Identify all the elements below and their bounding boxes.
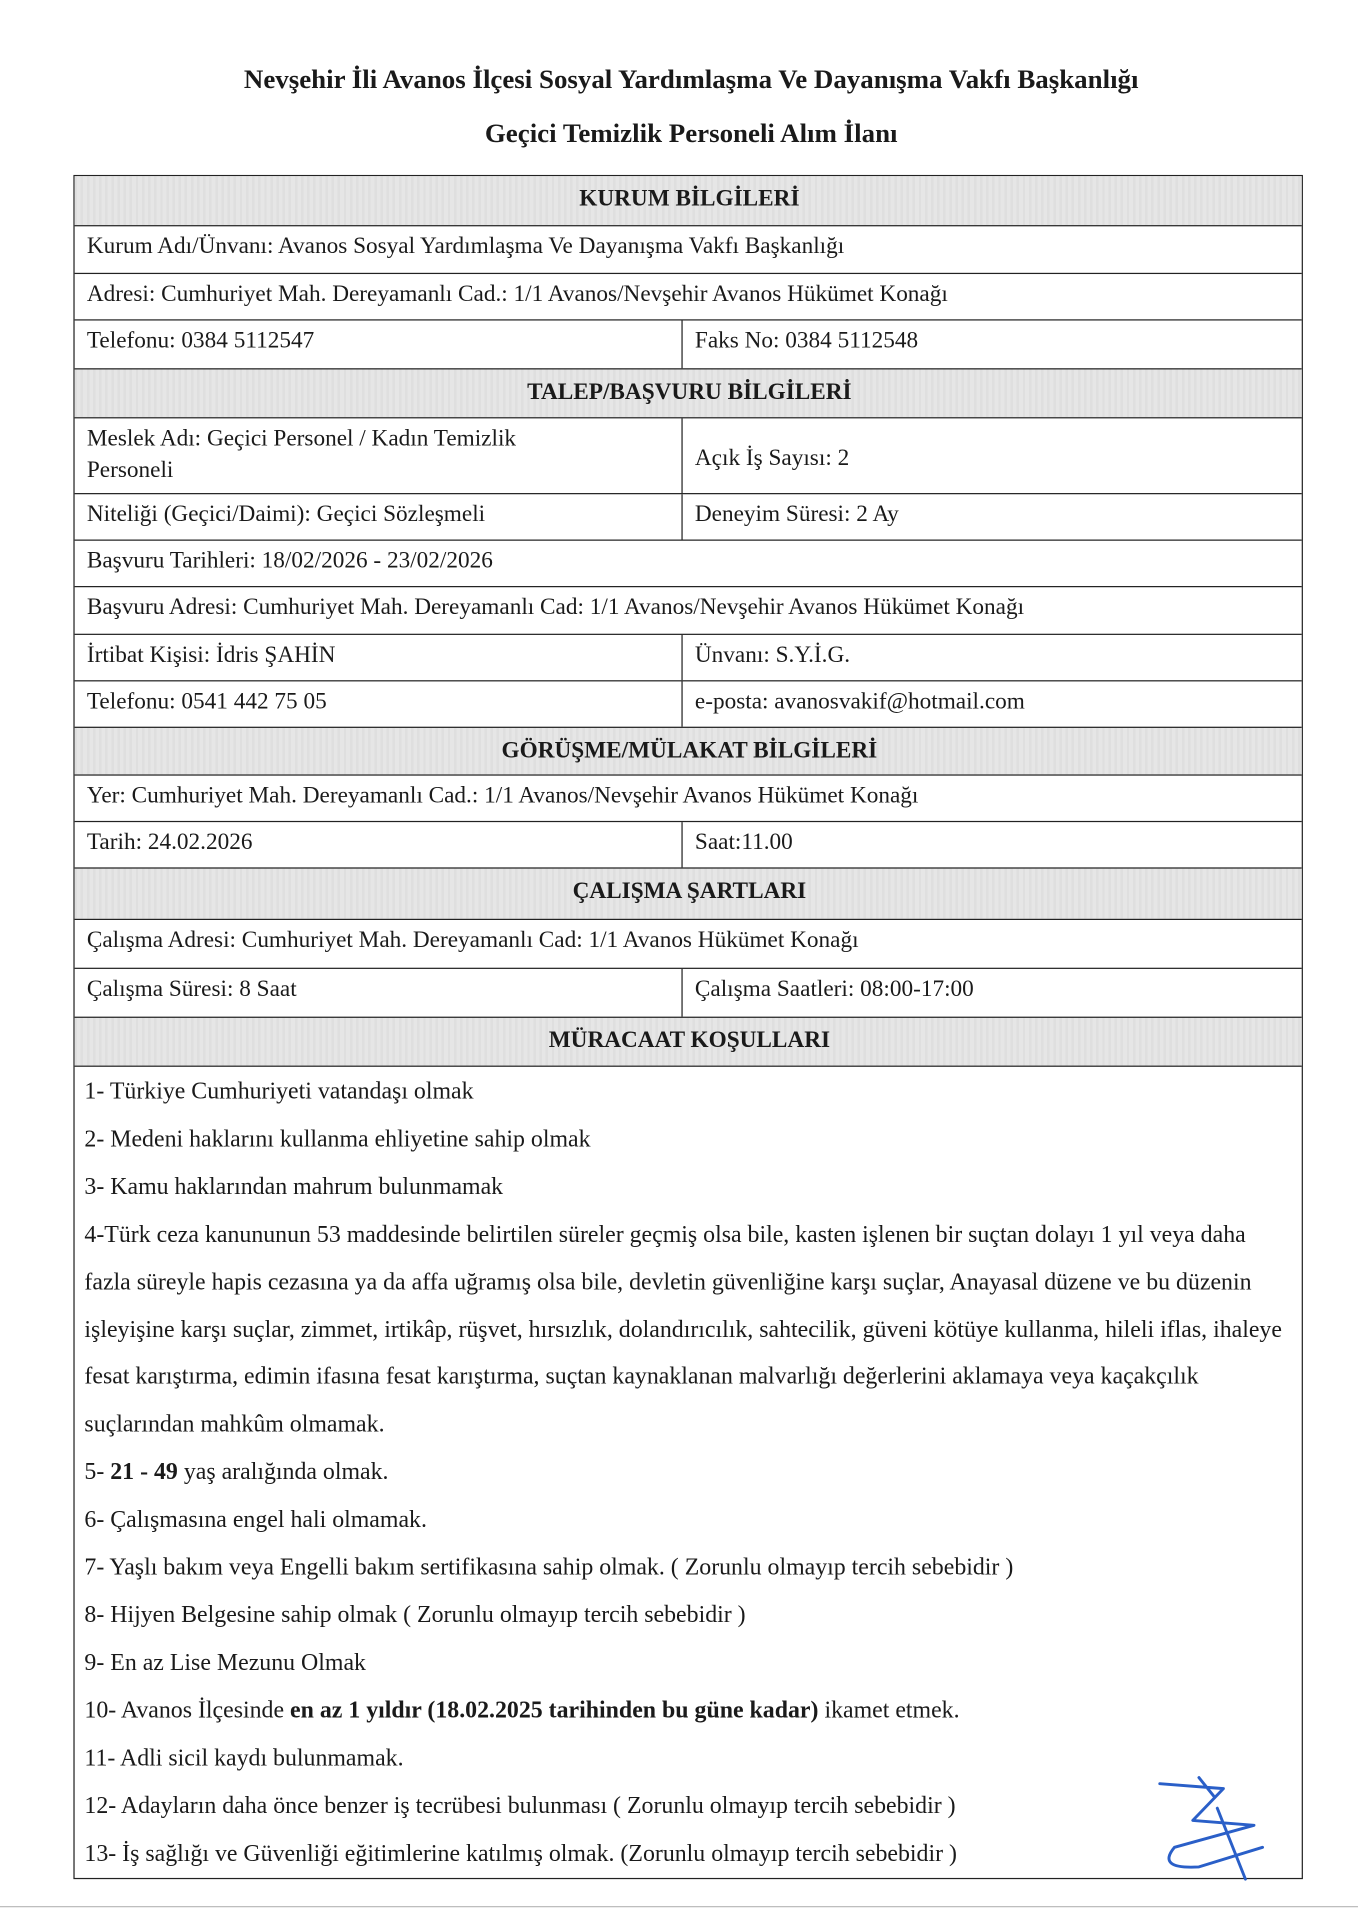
requirement-text: 4-Türk ceza kanununun 53 maddesinde belirtilen süreler geçmiş olsa bile, kasten işlenen bir suçtan dolayı 1 yıl veya daha fazla süreyle hapis cezasına ya da affa uğramış olsa bile, devletin güvenliğine karşı suçlar, Anayasal düzene ve bu düzenin işleyişine karşı suçlar, zimmet, irtikâp, rüşvet, hırsızlık, dolandırıcılık, sahtecilik, güveni kötüye kullanma, hileli iflas, ihaleye fesat karıştırma, edimin ifasına fesat karıştırma, suçtan kaynaklanan malvarlığı değerlerini aklamaya veya kaçakçılık suçlarından mahkûm olmamak. xyxy=(84,1221,1282,1438)
signature-stroke xyxy=(1160,1778,1263,1880)
kurum-address: Adresi: Cumhuriyet Mah. Dereyamanlı Cad.: 1/1 Avanos/Nevşehir Avanos Hükümet Konağı xyxy=(86,281,948,308)
interview-date: Tarih: 24.02.2026 xyxy=(75,822,683,867)
requirement-item xyxy=(84,1593,1291,1641)
requirement-text: 5- xyxy=(84,1459,111,1486)
requirement-item xyxy=(84,1736,1291,1784)
section-title: ÇALIŞMA ŞARTLARI xyxy=(572,878,807,905)
section-title: MÜRACAAT KOŞULLARI xyxy=(548,1027,831,1054)
contact-person: İrtibat Kişisi: İdris ŞAHİN xyxy=(75,635,683,680)
interview-time: Saat:11.00 xyxy=(694,829,793,856)
contact-phone: Telefonu: 0541 442 75 05 xyxy=(75,681,683,726)
section-header-kurum xyxy=(75,176,1302,225)
kurum-fax: Faks No: 0384 5112548 xyxy=(694,327,919,354)
requirement-text: 11- Adli sicil kaydı bulunmamak. xyxy=(84,1745,404,1772)
signature xyxy=(1150,1771,1272,1884)
section-header-calisma xyxy=(75,867,1302,918)
work-hours: Çalışma Saatleri: 08:00-17:00 xyxy=(694,976,974,1002)
requirement-item xyxy=(84,1164,1291,1212)
requirement-text: 7- Yaşlı bakım veya Engelli bakım sertifikasına sahip olmak. ( Zorunlu olmayıp tercih sebebidir ) xyxy=(84,1555,1014,1581)
requirement-text: 13- İş sağlığı ve Güvenliği eğitimlerine katılmış olmak. (Zorunlu olmayıp tercih sebebidir ) xyxy=(84,1840,957,1867)
requirement-item xyxy=(84,1783,1291,1831)
requirement-item xyxy=(84,1450,1291,1498)
work-address: Çalışma Adresi: Cumhuriyet Mah. Dereyamanlı Cad: 1/1 Avanos Hükümet Konağı xyxy=(86,927,859,954)
kurum-phone: Telefonu: 0384 5112547 xyxy=(75,321,683,369)
requirement-text: 9- En az Lise Mezunu Olmak xyxy=(84,1650,366,1676)
application-address: Başvuru Adresi: Cumhuriyet Mah. Dereyamanlı Cad: 1/1 Avanos/Nevşehir Avanos Hükümet Konağı xyxy=(86,594,1025,621)
requirement-text: 3- Kamu haklarından mahrum bulunmamak xyxy=(84,1174,504,1200)
requirement-item xyxy=(84,1212,1291,1450)
kurum-name: Kurum Adı/Ünvanı: Avanos Sosyal Yardımlaşma Ve Dayanışma Vakfı Başkanlığı xyxy=(86,233,845,260)
application-dates: Başvuru Tarihleri: 18/02/2026 - 23/02/2026 xyxy=(86,548,493,574)
contact-title: Ünvanı: S.Y.İ.G. xyxy=(694,642,851,668)
requirement-text-bold: 21 - 49 xyxy=(110,1459,178,1486)
section-header-talep xyxy=(75,368,1302,417)
requirement-text-bold: en az 1 yıldır (18.02.2025 tarihinden bu güne kadar) xyxy=(290,1697,819,1724)
requirement-text: ikamet etmek. xyxy=(818,1697,960,1724)
nature: Niteliği (Geçici/Daimi): Geçici Sözleşmeli xyxy=(75,494,683,539)
requirement-item xyxy=(84,1545,1291,1593)
requirement-text: 6- Çalışmasına engel hali olmamak. xyxy=(84,1507,427,1534)
requirement-item xyxy=(84,1640,1291,1688)
contact-email[interactable]: e-posta: avanosvakif@hotmail.com xyxy=(694,688,1025,715)
requirement-item xyxy=(84,1831,1291,1879)
requirement-item xyxy=(84,1069,1291,1117)
requirement-item xyxy=(84,1498,1291,1546)
section-title: GÖRÜŞME/MÜLAKAT BİLGİLERİ xyxy=(501,737,878,764)
section-title: KURUM BİLGİLERİ xyxy=(579,185,800,212)
document-title: Nevşehir İli Avanos İlçesi Sosyal Yardımlaşma Ve Dayanışma Vakfı Başkanlığı xyxy=(243,63,1139,95)
announcement-table xyxy=(73,175,1303,1880)
requirement-item xyxy=(84,1688,1291,1736)
document-subtitle: Geçici Temizlik Personeli Alım İlanı xyxy=(484,117,898,149)
requirement-text: yaş aralığında olmak. xyxy=(177,1459,389,1486)
experience: Deneyim Süresi: 2 Ay xyxy=(694,501,899,528)
interview-place: Yer: Cumhuriyet Mah. Dereyamanlı Cad.: 1/1 Avanos/Nevşehir Avanos Hükümet Konağı xyxy=(86,782,919,809)
open-positions: Açık İş Sayısı: 2 xyxy=(694,444,850,471)
section-title: TALEP/BAŞVURU BİLGİLERİ xyxy=(527,379,852,405)
requirement-text: 2- Medeni haklarını kullanma ehliyetine sahip olmak xyxy=(84,1126,591,1153)
section-header-muracaat xyxy=(75,1017,1302,1066)
section-header-gorusme xyxy=(75,727,1302,775)
requirement-text: 8- Hijyen Belgesine sahip olmak ( Zorunlu olmayıp tercih sebebidir ) xyxy=(84,1602,746,1629)
requirement-text: 1- Türkiye Cumhuriyeti vatandaşı olmak xyxy=(84,1079,474,1105)
page-edge-line xyxy=(0,1906,1358,1907)
work-duration: Çalışma Süresi: 8 Saat xyxy=(75,969,683,1017)
occupation: Meslek Adı: Geçici Personel / Kadın Temizlik Personeli xyxy=(75,418,683,493)
requirement-item xyxy=(84,1117,1291,1165)
requirement-text: 10- Avanos İlçesinde xyxy=(84,1697,291,1724)
requirement-text: 12- Adayların daha önce benzer iş tecrübesi bulunması ( Zorunlu olmayıp tercih sebebidir ) xyxy=(84,1793,956,1819)
requirements-list xyxy=(75,1067,1302,1879)
